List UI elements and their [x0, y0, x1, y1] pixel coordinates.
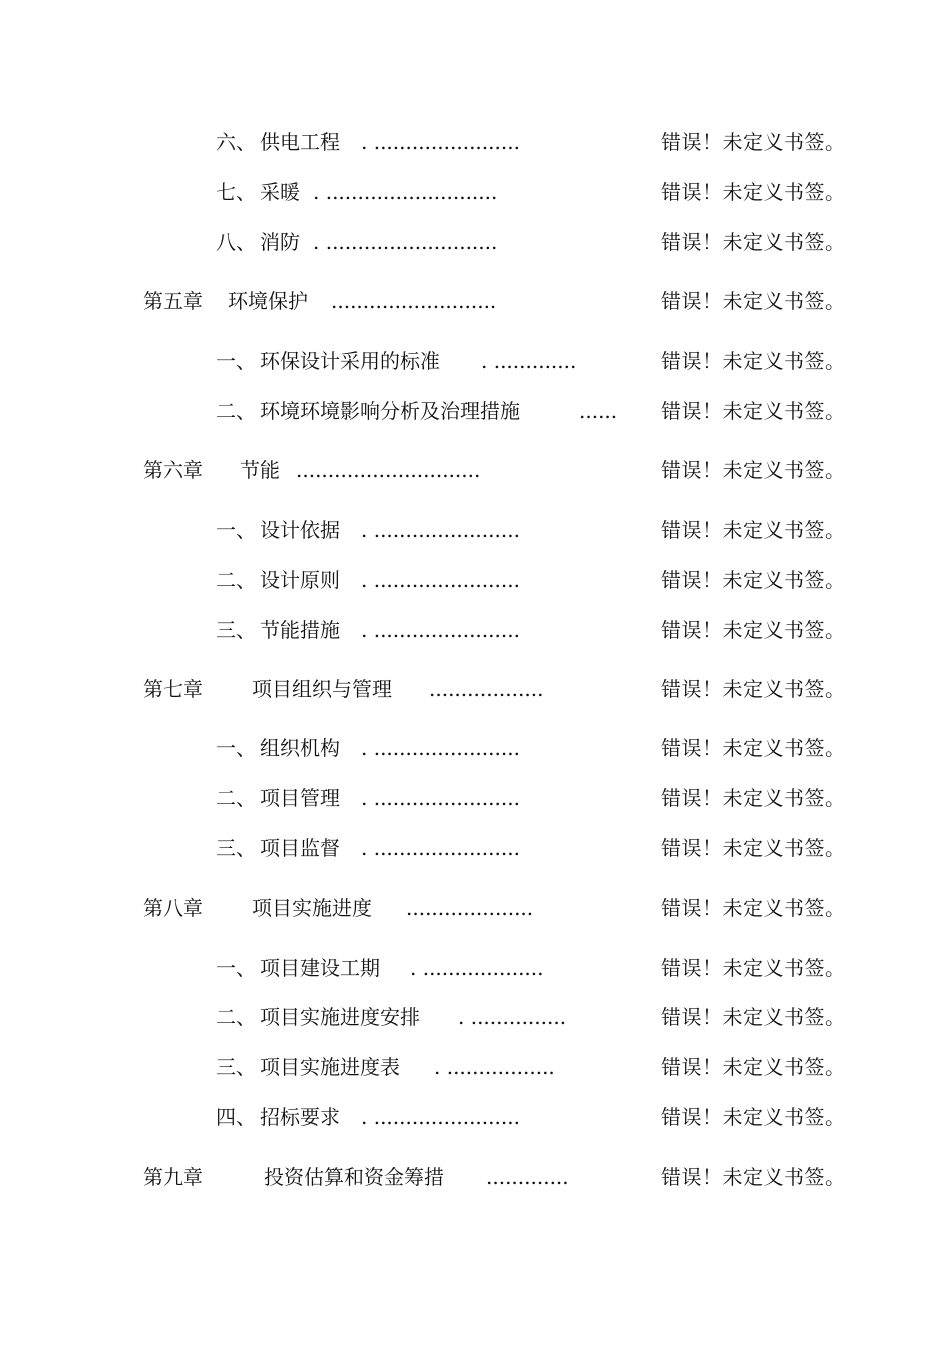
toc-entry-leader: . .......................	[361, 130, 520, 154]
toc-entry-number: 一、	[216, 736, 256, 760]
toc-chapter[interactable]	[0, 286, 950, 316]
toc-entry[interactable]	[0, 1102, 950, 1132]
toc-entry[interactable]	[0, 346, 950, 376]
toc-entry-ref: 错误！未定义书签。	[661, 130, 846, 154]
toc-entry-ref: 错误！未定义书签。	[661, 896, 846, 920]
toc-entry-title: 节能措施	[260, 618, 340, 642]
toc-chapter[interactable]	[0, 1162, 950, 1192]
toc-entry-ref: 错误！未定义书签。	[661, 677, 846, 701]
toc-entry-leader: . .......................	[361, 518, 520, 542]
toc-entry-leader: . .......................	[361, 786, 520, 810]
toc-entry[interactable]	[0, 1002, 950, 1032]
toc-entry-title: 组织机构	[260, 736, 340, 760]
toc-entry-number: 七、	[216, 180, 256, 204]
toc-entry-title: 招标要求	[260, 1105, 340, 1129]
toc-entry[interactable]	[0, 1052, 950, 1082]
toc-entry-title: 环保设计采用的标准	[260, 349, 440, 373]
toc-entry-ref: 错误！未定义书签。	[661, 1165, 846, 1189]
toc-entry-ref: 错误！未定义书签。	[661, 399, 846, 423]
toc-entry-number: 三、	[216, 618, 256, 642]
toc-chapter-title: 项目组织与管理	[252, 677, 392, 701]
toc-chapter-number: 第五章	[143, 289, 203, 313]
toc-chapter-title: 项目实施进度	[252, 896, 372, 920]
toc-chapter-number: 第九章	[143, 1165, 203, 1189]
toc-entry-ref: 错误！未定义书签。	[661, 568, 846, 592]
toc-entry[interactable]	[0, 833, 950, 863]
toc-entry-ref: 错误！未定义书签。	[661, 518, 846, 542]
toc-entry-title: 项目监督	[260, 836, 340, 860]
toc-chapter-number: 第八章	[143, 896, 203, 920]
toc-entry-number: 一、	[216, 518, 256, 542]
toc-entry-number: 二、	[216, 1005, 256, 1029]
toc-entry[interactable]	[0, 515, 950, 545]
toc-entry-leader: . .................	[434, 1055, 555, 1079]
toc-entry-leader: . .......................	[361, 618, 520, 642]
toc-chapter-title: 投资估算和资金筹措	[264, 1165, 444, 1189]
toc-entry-leader: . ...........................	[313, 180, 498, 204]
toc-chapter-title: 节能	[240, 458, 280, 482]
toc-entry[interactable]	[0, 565, 950, 595]
toc-entry-leader: ..................	[429, 677, 544, 701]
toc-entry-ref: 错误！未定义书签。	[661, 180, 846, 204]
toc-entry-title: 项目实施进度安排	[260, 1005, 420, 1029]
toc-entry-leader: . .......................	[361, 736, 520, 760]
toc-entry-number: 一、	[216, 956, 256, 980]
toc-chapter-title: 环境保护	[228, 289, 308, 313]
toc-chapter[interactable]	[0, 893, 950, 923]
toc-entry-ref: 错误！未定义书签。	[661, 349, 846, 373]
toc-entry[interactable]	[0, 733, 950, 763]
toc-entry-leader: ..........................	[331, 289, 497, 313]
toc-entry-title: 环境环境影响分析及治理措施	[260, 399, 520, 423]
toc-entry-ref: 错误！未定义书签。	[661, 289, 846, 313]
toc-entry-leader: ......	[579, 399, 618, 423]
toc-entry-title: 设计依据	[260, 518, 340, 542]
toc-chapter-number: 第六章	[143, 458, 203, 482]
toc-entry-ref: 错误！未定义书签。	[661, 230, 846, 254]
toc-entry-number: 三、	[216, 1055, 256, 1079]
toc-entry-number: 二、	[216, 399, 256, 423]
toc-entry-title: 采暖	[260, 180, 300, 204]
toc-entry-number: 二、	[216, 786, 256, 810]
toc-entry-ref: 错误！未定义书签。	[661, 786, 846, 810]
toc-entry-number: 八、	[216, 230, 256, 254]
toc-entry[interactable]	[0, 396, 950, 426]
toc-entry[interactable]	[0, 227, 950, 257]
toc-entry-ref: 错误！未定义书签。	[661, 1055, 846, 1079]
toc-entry-number: 一、	[216, 349, 256, 373]
toc-entry-title: 项目管理	[260, 786, 340, 810]
toc-entry-leader: . ...............	[458, 1005, 567, 1029]
toc-entry-title: 设计原则	[260, 568, 340, 592]
toc-entry-number: 四、	[216, 1105, 256, 1129]
toc-entry-number: 六、	[216, 130, 256, 154]
toc-entry-leader: .............................	[296, 458, 481, 482]
toc-entry-leader: . ...................	[410, 956, 544, 980]
toc-entry[interactable]	[0, 127, 950, 157]
toc-entry[interactable]	[0, 953, 950, 983]
toc-entry[interactable]	[0, 615, 950, 645]
toc-entry-leader: . ...........................	[313, 230, 498, 254]
toc-entry[interactable]	[0, 783, 950, 813]
toc-entry-ref: 错误！未定义书签。	[661, 618, 846, 642]
toc-entry-ref: 错误！未定义书签。	[661, 956, 846, 980]
toc-entry-ref: 错误！未定义书签。	[661, 736, 846, 760]
toc-entry-leader: . .......................	[361, 1105, 520, 1129]
toc-entry-ref: 错误！未定义书签。	[661, 836, 846, 860]
toc-entry-ref: 错误！未定义书签。	[661, 1005, 846, 1029]
toc-entry[interactable]	[0, 177, 950, 207]
toc-chapter[interactable]	[0, 674, 950, 704]
toc-entry-title: 项目建设工期	[260, 956, 380, 980]
toc-entry-ref: 错误！未定义书签。	[661, 1105, 846, 1129]
toc-chapter-number: 第七章	[143, 677, 203, 701]
toc-entry-leader: .............	[486, 1165, 569, 1189]
toc-entry-leader: . .............	[481, 349, 577, 373]
toc-entry-number: 二、	[216, 568, 256, 592]
toc-entry-title: 供电工程	[260, 130, 340, 154]
toc-entry-leader: . .......................	[361, 568, 520, 592]
toc-entry-title: 消防	[260, 230, 300, 254]
toc-entry-title: 项目实施进度表	[260, 1055, 400, 1079]
toc-entry-number: 三、	[216, 836, 256, 860]
toc-entry-ref: 错误！未定义书签。	[661, 458, 846, 482]
toc-entry-leader: ....................	[406, 896, 534, 920]
toc-chapter[interactable]	[0, 455, 950, 485]
toc-entry-leader: . .......................	[361, 836, 520, 860]
